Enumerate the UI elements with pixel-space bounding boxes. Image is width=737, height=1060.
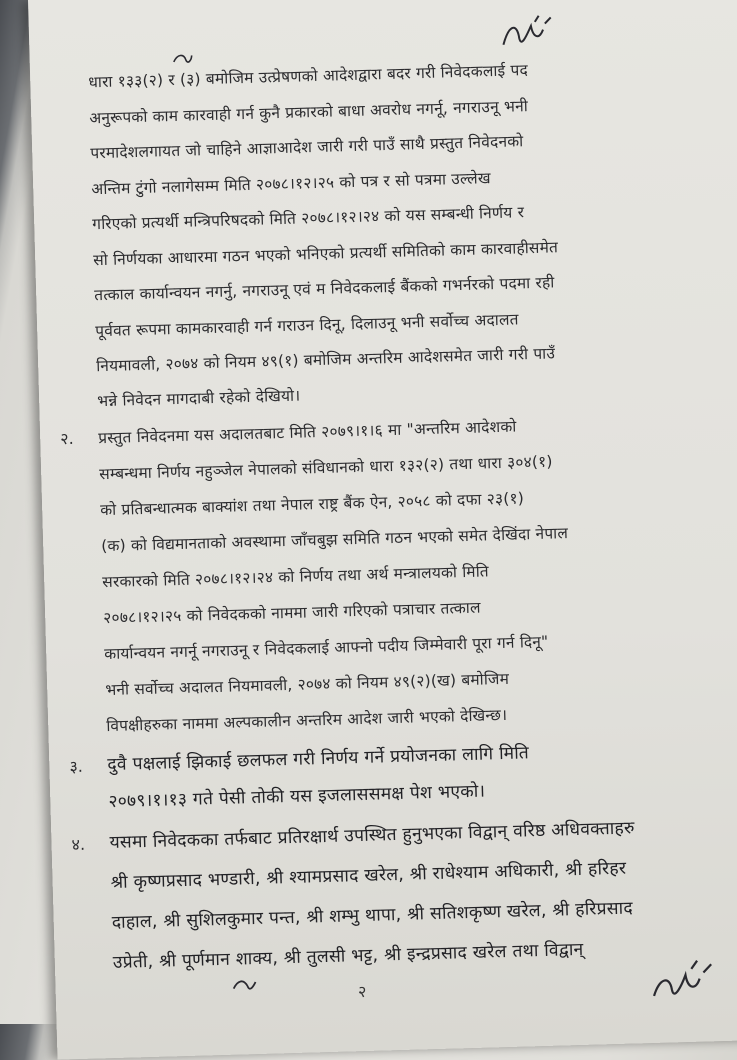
- text-line: धारा १३३(२) र (३) बमोजिम उत्प्रेषणको आदेशद्वारा बदर गरी निवेदकलाई पद: [88, 61, 529, 92]
- text-line: को प्रतिबन्धात्मक बाक्यांश तथा नेपाल राष्ट्र बैंक ऐन, २०५८ को दफा २३(१): [100, 489, 525, 520]
- text-line: अन्तिम टुंगो नलागेसम्म मिति २०७८।१२।२५ को पत्र र सो पत्रमा उल्लेख: [91, 169, 491, 199]
- text-line: सम्बन्धमा निर्णय नहुञ्जेल नेपालको संविधानको धारा १३२(२) तथा धारा ३०४(१): [99, 452, 553, 484]
- top-signature: [499, 13, 560, 55]
- paragraph-number: २.: [59, 428, 74, 449]
- bottom-signature: [647, 956, 718, 1008]
- text-line: पूर्ववत रूपमा कामकारवाही गर्न गराउन दिनू, दिलाउनू भनी सर्वोच्च अदालत: [95, 310, 519, 341]
- text-line: दुवै पक्षलाई झिकाई छलफल गरी निर्णय गर्ने प्रयोजनका लागि मिति: [107, 743, 530, 776]
- text-line: नियमावली, २०७४ को नियम ४९(१) बमोजिम अन्तरिम आदेशसमेत जारी गरी पाउँ: [96, 344, 556, 376]
- text-line: परमादेशलगायत जो चाहिने आज्ञाआदेश जारी गरी पाउँ साथै प्रस्तुत निवेदनको: [90, 132, 524, 163]
- text-line: उप्रेती, श्री पूर्णमान शाक्य, श्री तुलसी भट्ट, श्री इन्द्रप्रसाद खरेल तथा विद्वान्: [112, 939, 584, 974]
- text-line: श्री कृष्णप्रसाद भण्डारी, श्री श्यामप्रसाद खरेल, श्री राधेश्याम अधिकारी, श्री हरिहर: [110, 858, 627, 894]
- text-line: २०७८।१२।२५ को निवेदकको नाममा जारी गरिएको पत्राचार तत्काल: [103, 598, 481, 628]
- text-line: भन्ने निवेदन मागदाबी रहेको देखियो।: [96, 386, 301, 411]
- margin-mark: [172, 51, 194, 68]
- text-line: भनी सर्वोच्च अदालत नियमावली, २०७४ को नियम ४९(२)(ख) बमोजिम: [105, 669, 510, 700]
- text-line: अनुरूपको काम कारवाही गर्न कुनै प्रकारको बाधा अवरोध नगर्नू, नगराउनू भनी: [89, 97, 529, 128]
- text-line: विपक्षीहरुका नाममा अल्पकालीन अन्तरिम आदेश जारी भएको देखिन्छ।: [106, 705, 508, 736]
- text-line: (क) को विद्यमानताको अवस्थामा जाँचबुझ समिति गठन भएको समेत देखिंदा नेपाल: [101, 524, 569, 556]
- text-line: सो निर्णयका आधारमा गठन भएको भनिएको प्रत्यर्थी समितिको काम कारवाहीसमेत: [93, 238, 559, 270]
- paragraph-number: ४.: [71, 834, 86, 855]
- text-line: यसमा निवेदकका तर्फबाट प्रतिरक्षार्थ उपस्थित हुनुभएका विद्वान् वरिष्ठ अधिवक्ताहरु: [109, 818, 635, 854]
- text-line: प्रस्तुत निवेदनमा यस अदालतबाट मिति २०७९।१।६ मा "अन्तरिम आदेशको: [98, 417, 517, 448]
- inline-mark: [231, 976, 257, 995]
- text-line: गरिएको प्रत्यर्थी मन्त्रिपरिषदको मिति २०७८।१२।२४ को यस सम्बन्धी निर्णय र: [92, 203, 525, 234]
- text-line: कार्यान्वयन नगर्नू नगराउनू र निवेदकलाई आफ्नो पदीय जिम्मेवारी पूरा गर्न दिनू": [104, 632, 549, 664]
- page-number: २: [358, 982, 367, 1001]
- text-line: सरकारको मिति २०७८।१२।२४ को निर्णय तथा अर्थ मन्त्रालयको मिति: [102, 562, 490, 592]
- text-line: २०७९।१।१३ गते पेसी तोकी यस इजलाससमक्ष पेश भएको।: [108, 781, 486, 813]
- text-line: तत्काल कार्यान्वयन नगर्नु, नगराउनू एवं म निवेदकलाई बैंकको गभर्नरको पदमा रही: [94, 273, 555, 305]
- text-line: दाहाल, श्री सुशिलकुमार पन्त, श्री शम्भु थापा, श्री सतिशकृष्ण खरेल, श्री हरिप्रसाद: [111, 898, 634, 934]
- paragraph-number: ३.: [69, 756, 84, 777]
- document-page: [28, 0, 737, 1060]
